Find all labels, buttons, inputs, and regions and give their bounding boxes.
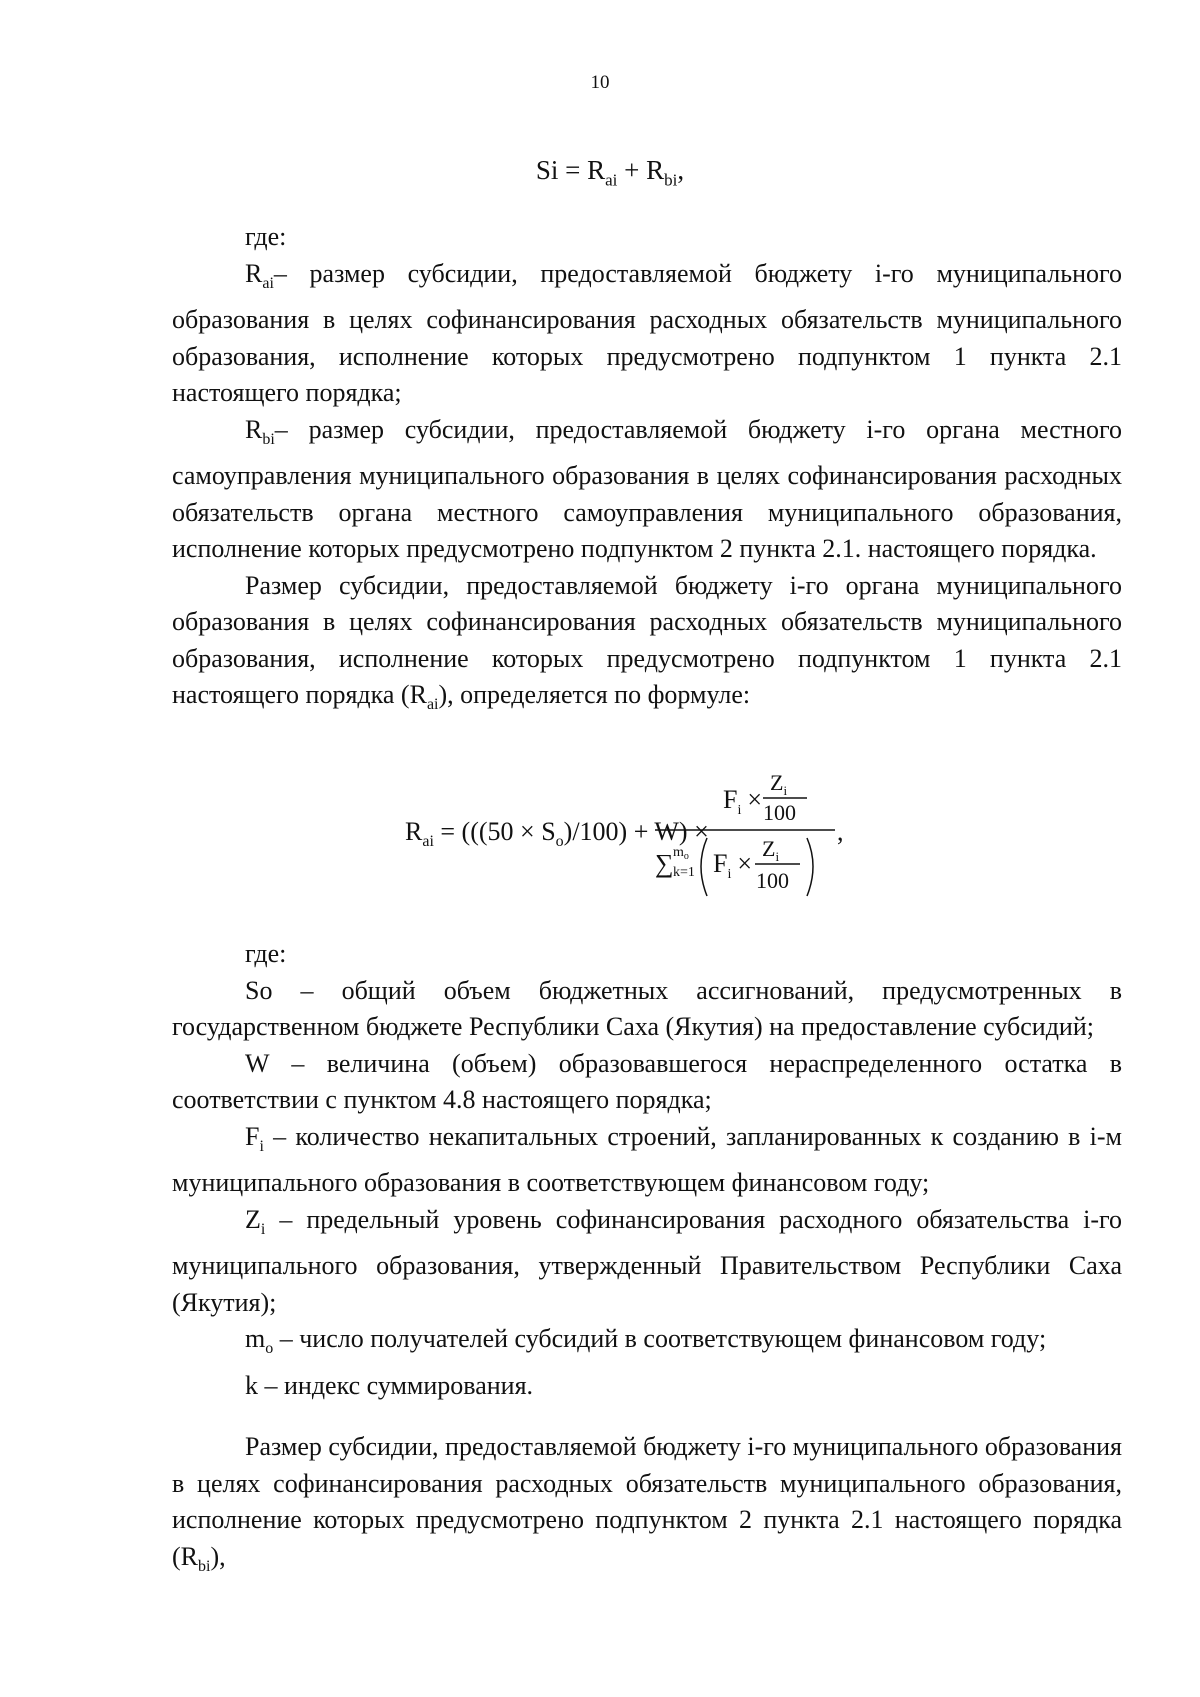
symbol-sub: i bbox=[260, 1220, 266, 1238]
paragraph-rai bbox=[172, 256, 1122, 412]
eq-part: = R bbox=[558, 155, 606, 185]
paragraph-text: Размер субсидии, предоставляемой бюджету i-го муниципального образования в целях софинансирования расходных обязательств муниципального образования, исполнение которых предусмотрено подпунктом 2 пункта 2.1 настоящего порядка (R bbox=[172, 1432, 1122, 1571]
symbol-sub: bi bbox=[198, 1557, 211, 1575]
formula-denominator: $F_i$ × bbox=[713, 849, 753, 882]
eq-part: + R bbox=[617, 155, 665, 185]
where-label: где: bbox=[245, 222, 287, 251]
formula-z-num: $Z_i$ bbox=[770, 770, 788, 798]
paragraph-so bbox=[172, 973, 1122, 1046]
paragraph-mo bbox=[172, 1321, 1122, 1368]
left-paren bbox=[701, 838, 707, 896]
definitions-block-3 bbox=[172, 1429, 1122, 1585]
paragraph-text: ), определяется по формуле: bbox=[438, 680, 751, 710]
symbol: R bbox=[245, 258, 263, 288]
paragraph-w bbox=[172, 1046, 1122, 1119]
paragraph-text: – предельный уровень софинансирования расходного обязательства i-го муниципального образования, утвержденный Правительством Республики Саха (Якутия); bbox=[172, 1204, 1122, 1317]
eq-lhs: Si bbox=[535, 155, 559, 185]
paragraph-text: – число получателей субсидий в соответствующем финансовом году; bbox=[273, 1324, 1047, 1354]
symbol-sub: ai bbox=[262, 274, 274, 292]
symbol: W bbox=[245, 1048, 270, 1078]
paragraph-k: k – индекс суммирования. bbox=[245, 1371, 534, 1401]
right-paren bbox=[807, 838, 813, 896]
paragraph-fi bbox=[172, 1119, 1122, 1202]
paragraph-text: ), bbox=[210, 1541, 226, 1571]
page-number: 10 bbox=[590, 72, 610, 93]
eq-sub: ai bbox=[605, 170, 618, 190]
formula-100-num: 100 bbox=[763, 800, 796, 825]
symbol: So bbox=[245, 975, 273, 1005]
paragraph-size-rbi bbox=[172, 1429, 1122, 1585]
formula-sigma-bottom: k=1 bbox=[673, 865, 695, 880]
formula-z-den: $Z_i$ bbox=[762, 836, 780, 864]
eq-sub: bi bbox=[664, 170, 678, 190]
symbol-sub: bi bbox=[262, 430, 275, 448]
symbol: F bbox=[245, 1121, 260, 1151]
symbol: m bbox=[245, 1324, 266, 1354]
definitions-block-2 bbox=[172, 936, 1122, 1405]
symbol-sub: i bbox=[259, 1137, 264, 1155]
where-label: где: bbox=[245, 939, 287, 968]
paragraph-zi bbox=[172, 1202, 1122, 1322]
symbol-sub: o bbox=[265, 1340, 274, 1358]
symbol: Z bbox=[245, 1204, 261, 1234]
definitions-block-1 bbox=[172, 219, 1122, 724]
formula-comma: , bbox=[837, 817, 844, 846]
formula-sigma: ∑ bbox=[655, 849, 674, 878]
formula-100-den: 100 bbox=[756, 868, 789, 893]
paragraph-text: – размер субсидии, предоставляемой бюджету i-го муниципального образования в целях софинансирования расходных обязательств муниципального образования, исполнение которых предусмотрено подпунктом 1 пункта 2.1 настоящего порядка; bbox=[172, 258, 1122, 408]
paragraph-rbi bbox=[172, 412, 1122, 568]
paragraph-text: – размер субсидии, предоставляемой бюджету i-го органа местного самоуправления муниципального образования в целях софинансирования расходных обязательств органа местного самоуправления муниципального образования, исполнение которых предусмотрено подпунктом 2 пункта 2.1. настоящего порядка. bbox=[172, 414, 1122, 564]
paragraph-text: – количество некапитальных строений, запланированных к созданию в i-м муниципального образования в соответствующем финансовом году; bbox=[172, 1121, 1122, 1198]
equation-si bbox=[0, 155, 1200, 190]
formula-rai bbox=[405, 768, 905, 908]
paragraph-text: – общий объем бюджетных ассигнований, предусмотренных в государственном бюджете Республики Саха (Якутия) на предоставление субсидий; bbox=[172, 975, 1122, 1041]
symbol: R bbox=[245, 414, 263, 444]
eq-part: , bbox=[677, 155, 685, 185]
paragraph-size-rai bbox=[172, 568, 1122, 724]
symbol-sub: ai bbox=[426, 696, 439, 714]
formula-lhs: $R_{ai} = (((50 \times S_o)/100) + W)$ × bbox=[405, 817, 709, 850]
formula-numerator: $F_i$ × bbox=[723, 785, 763, 818]
paragraph-text: Размер субсидии, предоставляемой бюджету i-го органа муниципального образования в целях софинансирования расходных обязательств муниципального образования, исполнение которых предусмотрено подпунктом 1 пункта 2.1 настоящего порядка (R bbox=[172, 570, 1122, 710]
paragraph-text: – величина (объем) образовавшегося нераспределенного остатка в соответствии с пунктом 4.8 настоящего порядка; bbox=[172, 1048, 1122, 1114]
formula-sigma-top: $m_o$ bbox=[673, 845, 689, 862]
